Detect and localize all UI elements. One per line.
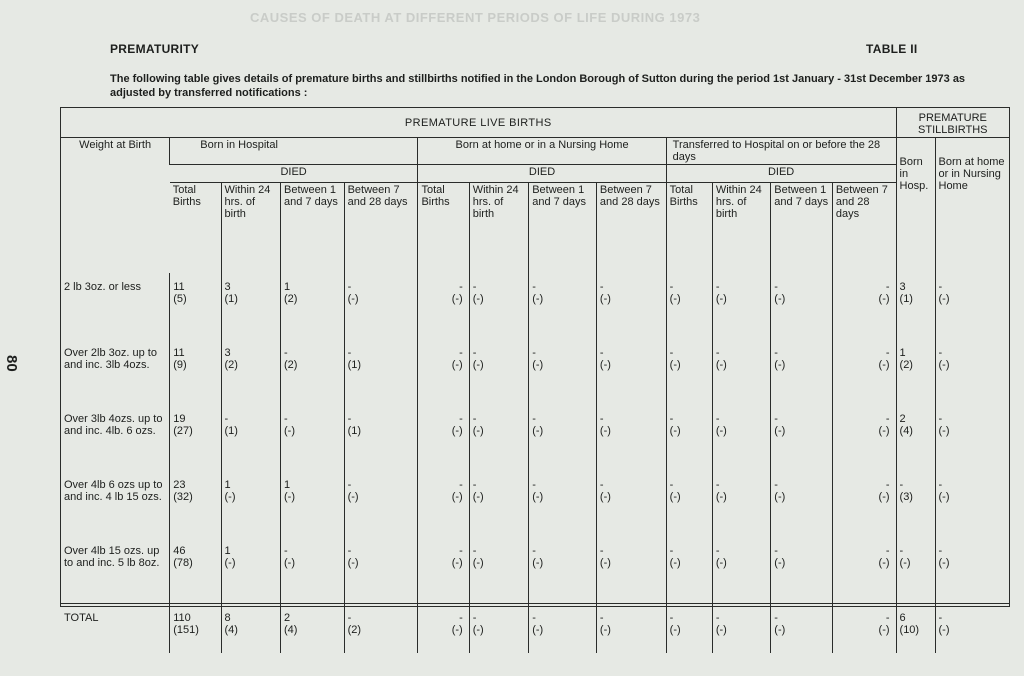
previous-year-value: (-) — [532, 624, 544, 636]
count-value: - — [347, 413, 352, 425]
value-cell — [771, 471, 833, 537]
count-value: 11 — [173, 281, 185, 293]
hosp-24h-header: Within 24 hrs. of birth — [221, 183, 280, 274]
previous-year-value: (-) — [532, 425, 544, 437]
count-value: 3 — [899, 281, 906, 293]
sub-header-row — [61, 183, 1009, 274]
previous-year-value: (-) — [938, 425, 950, 437]
home-7-28-header: Between 7 and 28 days — [596, 183, 666, 274]
value-cell — [221, 273, 280, 339]
previous-year-value: (-) — [599, 557, 611, 569]
previous-year-value: (-) — [451, 425, 463, 437]
value-cell — [418, 604, 469, 654]
count-value: - — [938, 545, 943, 557]
count-value: - — [938, 479, 943, 491]
value-cell — [666, 604, 712, 654]
value-cell — [596, 339, 666, 405]
count-value: - — [774, 479, 778, 491]
count-value: 46 — [173, 545, 186, 557]
value-cell — [418, 405, 469, 471]
count-value: 1 — [284, 479, 291, 491]
count-value: - — [347, 479, 352, 491]
previous-year-value: (-) — [669, 624, 681, 636]
previous-year-value: (32) — [173, 491, 193, 503]
home-1-7-header: Between 1 and 7 days — [529, 183, 597, 274]
count-value: - — [715, 347, 720, 359]
value-cell — [344, 273, 418, 339]
value-cell — [712, 471, 770, 537]
value-cell — [221, 471, 280, 537]
bleed-through-text: CAUSES OF DEATH AT DIFFERENT PERIODS OF LIFE DURING 1973 — [250, 10, 701, 25]
previous-year-value: (3) — [899, 491, 913, 503]
died-label-home: DIED — [418, 165, 666, 183]
previous-year-value: (-) — [224, 491, 236, 503]
value-cell — [344, 604, 418, 654]
section-title: PREMATURITY — [110, 42, 200, 56]
value-cell — [896, 471, 935, 537]
value-cell — [344, 405, 418, 471]
value-cell — [529, 471, 597, 537]
weight-label: 2 lb 3oz. or less — [64, 281, 142, 293]
count-value: - — [669, 281, 674, 293]
home-total-header: Total Births — [418, 183, 469, 274]
value-cell — [596, 405, 666, 471]
trans-1-7-header: Between 1 and 7 days — [771, 183, 833, 274]
died-label-transferred: DIED — [666, 165, 896, 183]
previous-year-value: (-) — [878, 624, 890, 636]
previous-year-value: (-) — [347, 293, 359, 305]
count-value: - — [885, 479, 890, 491]
previous-year-value: (-) — [715, 624, 727, 636]
previous-year-value: (-) — [224, 557, 236, 569]
value-cell — [935, 273, 1009, 339]
table-row — [61, 405, 1009, 471]
value-cell — [221, 604, 280, 654]
value-cell — [896, 339, 935, 405]
value-cell — [281, 405, 345, 471]
value-cell — [712, 273, 770, 339]
count-value: - — [599, 413, 604, 425]
count-value: 3 — [224, 281, 231, 293]
value-cell — [666, 405, 712, 471]
value-cell — [771, 604, 833, 654]
value-cell — [170, 604, 221, 654]
count-value: - — [885, 281, 890, 293]
value-cell — [469, 471, 528, 537]
count-value: - — [715, 612, 720, 624]
previous-year-value: (-) — [669, 557, 681, 569]
count-value: 6 — [899, 612, 906, 624]
value-cell — [170, 339, 221, 405]
previous-year-value: (-) — [347, 557, 359, 569]
previous-year-value: (-) — [472, 293, 484, 305]
previous-year-value: (-) — [669, 491, 681, 503]
value-cell — [418, 273, 469, 339]
count-value: - — [532, 612, 536, 624]
previous-year-value: (-) — [715, 491, 727, 503]
trans-7-28-header: Between 7 and 28 days — [832, 183, 896, 274]
value-cell — [344, 471, 418, 537]
weight-label: Over 3lb 4ozs. up to and inc. 4lb. 6 ozs. — [64, 413, 163, 437]
value-cell — [596, 273, 666, 339]
count-value: - — [774, 545, 778, 557]
previous-year-value: (-) — [599, 491, 611, 503]
count-value: 1 — [224, 545, 231, 557]
live-births-title: PREMATURE LIVE BIRTHS — [61, 108, 896, 138]
previous-year-value: (-) — [715, 359, 727, 371]
previous-year-value: (-) — [472, 624, 484, 636]
count-value: - — [459, 413, 463, 425]
value-cell — [281, 273, 345, 339]
count-value: - — [459, 612, 463, 624]
value-cell — [469, 604, 528, 654]
value-cell — [469, 273, 528, 339]
value-cell — [935, 537, 1009, 604]
count-value: - — [669, 347, 674, 359]
previous-year-value: (-) — [878, 359, 890, 371]
count-value: 11 — [173, 347, 185, 359]
value-cell — [281, 339, 345, 405]
count-value: - — [715, 281, 720, 293]
count-value: - — [774, 281, 778, 293]
value-cell — [896, 405, 935, 471]
count-value: - — [599, 281, 604, 293]
count-value: - — [938, 612, 943, 624]
count-value: - — [532, 281, 536, 293]
count-value: - — [459, 479, 463, 491]
prematurity-table — [60, 107, 1010, 636]
value-cell — [896, 273, 935, 339]
count-value: - — [774, 612, 778, 624]
previous-year-value: (-) — [472, 557, 484, 569]
count-value: 23 — [173, 479, 186, 491]
previous-year-value: (2) — [347, 624, 362, 636]
count-value: - — [347, 347, 352, 359]
count-value: - — [885, 347, 890, 359]
value-cell — [170, 537, 221, 604]
count-value: - — [669, 479, 674, 491]
count-value: - — [938, 347, 943, 359]
previous-year-value: (-) — [669, 425, 681, 437]
table-row — [61, 471, 1009, 537]
value-cell — [469, 405, 528, 471]
previous-year-value: (-) — [774, 491, 786, 503]
value-cell — [832, 537, 896, 604]
count-value: - — [715, 479, 720, 491]
previous-year-value: (1) — [224, 293, 238, 305]
group-transferred: Transferred to Hospital on or before the 28 days — [666, 138, 896, 165]
previous-year-value: (2) — [899, 359, 913, 371]
value-cell — [281, 537, 345, 604]
hosp-7-28-header: Between 7 and 28 days — [344, 183, 418, 274]
value-cell — [935, 339, 1009, 405]
stillbirths-title: PREMATURE STILLBIRTHS — [896, 108, 1009, 138]
weight-label: TOTAL — [61, 604, 170, 654]
table-row — [61, 537, 1009, 604]
weight-label: Over 4lb 6 ozs up to and inc. 4 lb 15 ozs. — [64, 479, 163, 503]
count-value: - — [472, 545, 477, 557]
trans-24h-header: Within 24 hrs. of birth — [712, 183, 770, 274]
value-cell — [469, 537, 528, 604]
value-cell — [832, 471, 896, 537]
value-cell — [529, 405, 597, 471]
previous-year-value: (-) — [774, 557, 786, 569]
count-value: - — [224, 413, 229, 425]
count-value: 19 — [173, 413, 186, 425]
previous-year-value: (151) — [173, 624, 199, 636]
count-value: - — [599, 612, 604, 624]
home-24h-header: Within 24 hrs. of birth — [469, 183, 528, 274]
value-cell — [281, 604, 345, 654]
previous-year-value: (-) — [938, 359, 950, 371]
value-cell — [896, 604, 935, 654]
previous-year-value: (-) — [451, 624, 463, 636]
previous-year-value: (4) — [224, 624, 238, 636]
value-cell — [832, 604, 896, 654]
previous-year-value: (-) — [532, 359, 544, 371]
previous-year-value: (1) — [347, 425, 362, 437]
count-value: - — [347, 545, 352, 557]
value-cell — [712, 537, 770, 604]
previous-year-value: (-) — [599, 624, 611, 636]
weight-header: Weight at Birth — [79, 139, 152, 151]
previous-year-value: (-) — [938, 624, 950, 636]
value-cell — [935, 405, 1009, 471]
previous-year-value: (-) — [472, 359, 484, 371]
previous-year-value: (-) — [599, 425, 611, 437]
previous-year-value: (1) — [224, 425, 238, 437]
count-value: - — [715, 413, 720, 425]
group-born-at-home: Born at home or in a Nursing Home — [418, 138, 666, 165]
value-cell — [832, 405, 896, 471]
previous-year-value: (-) — [599, 293, 611, 305]
count-value: 8 — [224, 612, 231, 624]
page-number: 80 — [3, 355, 20, 372]
total-row — [61, 604, 1009, 654]
previous-year-value: (-) — [347, 491, 359, 503]
previous-year-value: (-) — [451, 491, 463, 503]
count-value: - — [599, 479, 604, 491]
count-value: 1 — [224, 479, 231, 491]
previous-year-value: (-) — [774, 293, 786, 305]
count-value: - — [599, 545, 604, 557]
previous-year-value: (10) — [899, 624, 920, 636]
stillbirth-header-home: Born at home or in Nursing Home — [935, 138, 1009, 274]
previous-year-value: (-) — [878, 293, 890, 305]
previous-year-value: (-) — [938, 557, 950, 569]
count-value: - — [885, 612, 890, 624]
value-cell — [170, 471, 221, 537]
value-cell — [170, 273, 221, 339]
table-body — [61, 273, 1009, 653]
previous-year-value: (-) — [774, 624, 786, 636]
value-cell — [221, 405, 280, 471]
previous-year-value: (4) — [284, 624, 298, 636]
value-cell — [529, 339, 597, 405]
count-value: - — [669, 413, 674, 425]
value-cell — [712, 405, 770, 471]
count-value: - — [599, 347, 604, 359]
previous-year-value: (78) — [173, 557, 193, 569]
value-cell — [344, 537, 418, 604]
value-cell — [529, 273, 597, 339]
table-row — [61, 339, 1009, 405]
value-cell — [344, 339, 418, 405]
value-cell — [832, 273, 896, 339]
group-born-in-hospital: Born in Hospital — [170, 138, 418, 165]
count-value: - — [284, 545, 288, 557]
previous-year-value: (-) — [715, 425, 727, 437]
count-value: - — [284, 413, 288, 425]
count-value: - — [899, 545, 904, 557]
value-cell — [281, 471, 345, 537]
count-value: - — [532, 347, 536, 359]
value-cell — [469, 339, 528, 405]
count-value: - — [532, 479, 536, 491]
value-cell — [666, 471, 712, 537]
died-label-hospital: DIED — [170, 165, 418, 183]
intro-paragraph: The following table gives details of premature births and stillbirths notified in the London Borough of Sutton during the period 1st January - 31st December 1973 as adjusted by transferred notifications : — [110, 73, 966, 99]
count-value: 2 — [899, 413, 906, 425]
value-cell — [935, 604, 1009, 654]
value-cell — [935, 471, 1009, 537]
value-cell — [418, 537, 469, 604]
table-number: TABLE II — [866, 42, 918, 56]
count-value: - — [472, 612, 477, 624]
count-value: - — [938, 281, 943, 293]
trans-total-header: Total Births — [666, 183, 712, 274]
value-cell — [712, 339, 770, 405]
previous-year-value: (4) — [899, 425, 913, 437]
previous-year-value: (-) — [899, 557, 911, 569]
value-cell — [666, 339, 712, 405]
count-value: - — [774, 347, 778, 359]
hosp-total-header: Total Births — [172, 184, 201, 208]
value-cell — [529, 604, 597, 654]
previous-year-value: (27) — [173, 425, 193, 437]
previous-year-value: (-) — [284, 491, 295, 503]
value-cell — [896, 537, 935, 604]
previous-year-value: (-) — [532, 557, 544, 569]
value-cell — [771, 537, 833, 604]
previous-year-value: (1) — [347, 359, 362, 371]
value-cell — [832, 339, 896, 405]
previous-year-value: (1) — [899, 293, 913, 305]
previous-year-value: (-) — [284, 425, 295, 437]
previous-year-value: (-) — [878, 557, 890, 569]
count-value: 110 — [173, 612, 191, 624]
previous-year-value: (-) — [715, 293, 727, 305]
count-value: - — [284, 347, 288, 359]
count-value: 1 — [284, 281, 291, 293]
previous-year-value: (-) — [472, 425, 484, 437]
value-cell — [771, 339, 833, 405]
previous-year-value: (-) — [451, 359, 463, 371]
count-value: - — [715, 545, 720, 557]
previous-year-value: (-) — [451, 557, 463, 569]
value-cell — [221, 339, 280, 405]
value-cell — [596, 537, 666, 604]
count-value: 1 — [899, 347, 906, 359]
previous-year-value: (-) — [669, 359, 681, 371]
count-value: - — [938, 413, 943, 425]
value-cell — [771, 405, 833, 471]
previous-year-value: (-) — [878, 425, 890, 437]
count-value: 2 — [284, 612, 291, 624]
value-cell — [771, 273, 833, 339]
previous-year-value: (-) — [878, 491, 890, 503]
previous-year-value: (-) — [715, 557, 727, 569]
count-value: - — [472, 413, 477, 425]
previous-year-value: (-) — [669, 293, 681, 305]
previous-year-value: (2) — [284, 359, 298, 371]
previous-year-value: (9) — [173, 359, 187, 371]
count-value: - — [459, 281, 463, 293]
previous-year-value: (5) — [173, 293, 187, 305]
count-value: - — [885, 545, 890, 557]
value-cell — [221, 537, 280, 604]
value-cell — [712, 604, 770, 654]
count-value: - — [669, 545, 674, 557]
previous-year-value: (2) — [224, 359, 238, 371]
value-cell — [596, 604, 666, 654]
count-value: - — [885, 413, 890, 425]
value-cell — [666, 273, 712, 339]
previous-year-value: (-) — [774, 425, 786, 437]
previous-year-value: (-) — [451, 293, 463, 305]
previous-year-value: (-) — [532, 491, 544, 503]
previous-year-value: (-) — [774, 359, 786, 371]
count-value: - — [459, 347, 463, 359]
count-value: - — [532, 413, 536, 425]
count-value: - — [347, 612, 352, 624]
table-row — [61, 273, 1009, 339]
value-cell — [596, 471, 666, 537]
count-value: - — [472, 281, 477, 293]
count-value: - — [532, 545, 536, 557]
previous-year-value: (-) — [472, 491, 484, 503]
count-value: - — [347, 281, 352, 293]
value-cell — [418, 339, 469, 405]
count-value: - — [472, 479, 477, 491]
hosp-1-7-header: Between 1 and 7 days — [281, 183, 345, 274]
value-cell — [529, 537, 597, 604]
count-value: - — [472, 347, 477, 359]
previous-year-value: (-) — [938, 491, 950, 503]
count-value: - — [669, 612, 674, 624]
weight-label: Over 4lb 15 ozs. up to and inc. 5 lb 8oz. — [64, 545, 160, 569]
previous-year-value: (-) — [938, 293, 950, 305]
weight-label: Over 2lb 3oz. up to and inc. 3lb 4ozs. — [64, 347, 157, 371]
value-cell — [170, 405, 221, 471]
count-value: - — [899, 479, 904, 491]
count-value: - — [459, 545, 463, 557]
previous-year-value: (-) — [284, 557, 295, 569]
previous-year-value: (-) — [599, 359, 611, 371]
previous-year-value: (2) — [284, 293, 298, 305]
previous-year-value: (-) — [532, 293, 544, 305]
stillbirth-header-hospital: Born in Hosp. — [896, 138, 935, 274]
value-cell — [666, 537, 712, 604]
count-value: 3 — [224, 347, 231, 359]
count-value: - — [774, 413, 778, 425]
value-cell — [418, 471, 469, 537]
